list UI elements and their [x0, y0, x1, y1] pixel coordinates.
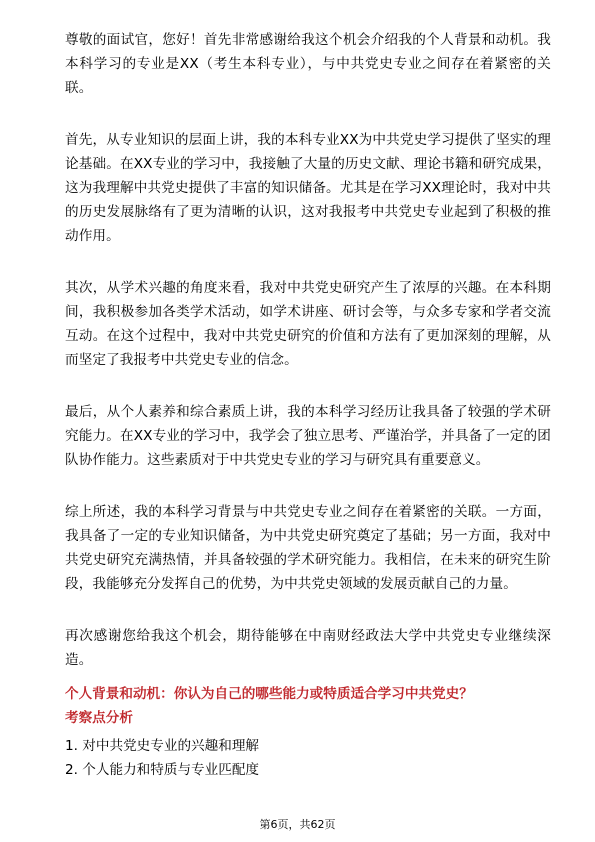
analysis-heading: 考察点分析 [65, 710, 133, 726]
analysis-item: 2. 个人能力和特质与专业匹配度 [65, 762, 260, 778]
question-heading: 个人背景和动机：你认为自己的哪些能力或特质适合学习中共党史？ [65, 686, 473, 702]
paragraph-summary: 综上所述，我的本科学习背景与中共党史专业之间存在着紧密的关联。一方面，我具备了一定的专业知识储备，为中共党史研究奠定了基础；另一方面，我对中共党史研究充满热情，并具备较强的学术研究能力。我相信，在未来的研究生阶段，我能够充分发挥自己的优势，为中共党史领域的发展贡献自己的力量。 [65, 504, 551, 592]
paragraph-greeting: 尊敬的面试官，您好！首先非常感谢给我这个机会介绍我的个人背景和动机。我本科学习的专业是XX（考生本科专业），与中共党史专业之间存在着紧密的关联。 [65, 32, 551, 96]
paragraph-knowledge: 首先，从专业知识的层面上讲，我的本科专业XX为中共党史学习提供了坚实的理论基础。在XX专业的学习中，我接触了大量的历史文献、理论书籍和研究成果，这为我理解中共党史提供了丰富的知识储备。尤其是在学习XX理论时，我对中共的历史发展脉络有了更为清晰的认识，这对我报考中共党史专业起到了积极的推动作用。 [65, 132, 551, 244]
page-footer: 第6页，共62页 [259, 818, 336, 831]
paragraph-qualities: 最后，从个人素养和综合素质上讲，我的本科学习经历让我具备了较强的学术研究能力。在XX专业的学习中，我学会了独立思考、严谨治学，并具备了一定的团队协作能力。这些素质对于中共党史专业的学习与研究具有重要意义。 [65, 404, 551, 468]
paragraph-interest: 其次，从学术兴趣的角度来看，我对中共党史研究产生了浓厚的兴趣。在本科期间，我积极参加各类学术活动，如学术讲座、研讨会等，与众多专家和学者交流互动。在这个过程中，我对中共党史研究的价值和方法有了更加深刻的理解，从而坚定了我报考中共党史专业的信念。 [65, 280, 551, 368]
analysis-item: 1. 对中共党史专业的兴趣和理解 [65, 738, 260, 754]
paragraph-thanks: 再次感谢您给我这个机会，期待能够在中南财经政法大学中共党史专业继续深造。 [65, 628, 551, 668]
page-content [65, 28, 551, 782]
